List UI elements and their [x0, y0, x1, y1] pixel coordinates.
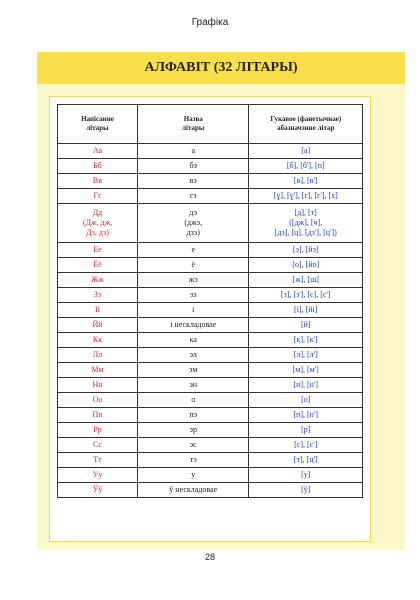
- name-cell: зэ: [137, 288, 249, 303]
- name-line: дэ: [189, 208, 198, 217]
- sound-cell: [і], [йі]: [249, 303, 363, 318]
- table-row: [58, 243, 363, 258]
- letter-cell: Рр: [58, 423, 138, 438]
- sound-cell: [о]: [249, 393, 363, 408]
- table-row: [58, 438, 363, 453]
- name-cell: пэ: [137, 408, 249, 423]
- name-cell: бэ: [137, 159, 249, 174]
- table-row: [58, 468, 363, 483]
- header-names-line1: Назва: [183, 115, 203, 123]
- name-cell: эс: [137, 438, 249, 453]
- sound-cell: [м], [м']: [249, 363, 363, 378]
- letter-cell: Йй: [58, 318, 138, 333]
- table-row: [58, 318, 363, 333]
- sound-cell: [о], [йо]: [249, 258, 363, 273]
- table-row: [58, 303, 363, 318]
- sound-cell: [й]: [249, 318, 363, 333]
- name-line: (джэ,: [184, 218, 203, 227]
- table-row: [58, 393, 363, 408]
- table-row: [58, 423, 363, 438]
- name-cell: ў нескладовае: [137, 483, 249, 498]
- sound-cell: [э], [йэ]: [249, 243, 363, 258]
- table-row: [58, 483, 363, 498]
- table-row: [58, 174, 363, 189]
- table-row: [58, 159, 363, 174]
- letter-line: Дд: [92, 208, 103, 217]
- name-cell: о: [137, 393, 249, 408]
- letter-cell: Мм: [58, 363, 138, 378]
- name-cell: эм: [137, 363, 249, 378]
- header-sounds-line1: Гукавое (фанетычнае): [270, 115, 342, 123]
- sound-line: [дз], [ц], [дз'], [ц']): [274, 228, 337, 237]
- table-row: [58, 348, 363, 363]
- sound-line: [д], [т]: [294, 208, 317, 217]
- header-names: [137, 105, 249, 144]
- sound-cell: [ɣ], [ɣ'], [г], [г'], [х]: [249, 189, 363, 204]
- header-sounds-line2: абазначэнне літар: [277, 124, 335, 132]
- sound-cell: [с], [с']: [249, 438, 363, 453]
- letter-cell: Ўў: [58, 483, 138, 498]
- header-letters-line1: Напісанне: [81, 115, 114, 123]
- table-header-row: [58, 105, 363, 144]
- letter-cell: Зз: [58, 288, 138, 303]
- letter-cell: Бб: [58, 159, 138, 174]
- name-cell: [137, 204, 249, 243]
- sound-cell: [т], [ц']: [249, 453, 363, 468]
- letter-cell: Сс: [58, 438, 138, 453]
- header-band: [37, 52, 405, 84]
- letter-cell: Аа: [58, 144, 138, 159]
- name-cell: і: [137, 303, 249, 318]
- header-names-line2: літары: [182, 124, 205, 132]
- letter-cell: Жж: [58, 273, 138, 288]
- table-row: [58, 258, 363, 273]
- name-cell: жэ: [137, 273, 249, 288]
- name-line: дзэ): [186, 228, 200, 237]
- sound-cell: [р]: [249, 423, 363, 438]
- table-row: [58, 453, 363, 468]
- sound-cell: [л], [л']: [249, 348, 363, 363]
- page-title: АЛФАВІТ (32 ЛІТАРЫ): [144, 60, 298, 75]
- table-row: [58, 333, 363, 348]
- sound-cell: [б], [б'], [п]: [249, 159, 363, 174]
- sound-line: ([дж], [ч],: [289, 218, 323, 227]
- letter-cell: Уу: [58, 468, 138, 483]
- table-row: [58, 378, 363, 393]
- sound-cell: [к], [к']: [249, 333, 363, 348]
- name-cell: вэ: [137, 174, 249, 189]
- sound-cell: [а]: [249, 144, 363, 159]
- name-cell: эл: [137, 348, 249, 363]
- name-cell: у: [137, 468, 249, 483]
- sound-cell: [п], [п']: [249, 408, 363, 423]
- table-row: [58, 408, 363, 423]
- sound-cell: [н], [н']: [249, 378, 363, 393]
- name-cell: эн: [137, 378, 249, 393]
- name-cell: эр: [137, 423, 249, 438]
- letter-cell: Іі: [58, 303, 138, 318]
- letter-cell: Кк: [58, 333, 138, 348]
- letter-cell: Нн: [58, 378, 138, 393]
- name-cell: е: [137, 243, 249, 258]
- name-cell: ка: [137, 333, 249, 348]
- header-letters: [58, 105, 138, 144]
- table-row: [58, 273, 363, 288]
- letter-line: (Дж, дж,: [82, 218, 113, 227]
- sound-cell: [з], [з'], [с], [с']: [249, 288, 363, 303]
- table-row: [58, 204, 363, 243]
- letter-cell: Тт: [58, 453, 138, 468]
- name-cell: ё: [137, 258, 249, 273]
- sound-cell: [ж], [ш]: [249, 273, 363, 288]
- alphabet-table: [57, 104, 363, 498]
- header-sounds: [249, 105, 363, 144]
- sound-cell: [в], [в']: [249, 174, 363, 189]
- letter-cell: Гг: [58, 189, 138, 204]
- letter-cell: Ее: [58, 243, 138, 258]
- letter-cell: [58, 204, 138, 243]
- table-row: [58, 363, 363, 378]
- table-row: [58, 189, 363, 204]
- name-cell: а: [137, 144, 249, 159]
- letter-cell: Лл: [58, 348, 138, 363]
- sound-cell: [249, 204, 363, 243]
- table-row: [58, 288, 363, 303]
- header-letters-line2: літары: [86, 124, 109, 132]
- letter-cell: Вв: [58, 174, 138, 189]
- section-title: Графіка: [191, 17, 229, 28]
- sound-cell: [у]: [249, 468, 363, 483]
- name-cell: тэ: [137, 453, 249, 468]
- name-cell: гэ: [137, 189, 249, 204]
- name-cell: і нескладовае: [137, 318, 249, 333]
- sound-cell: [ў]: [249, 483, 363, 498]
- letter-cell: Оо: [58, 393, 138, 408]
- letter-line: Дз, дз): [86, 228, 109, 237]
- page-number: 28: [204, 552, 215, 562]
- letter-cell: Ёё: [58, 258, 138, 273]
- table-row: [58, 144, 363, 159]
- letter-cell: Пп: [58, 408, 138, 423]
